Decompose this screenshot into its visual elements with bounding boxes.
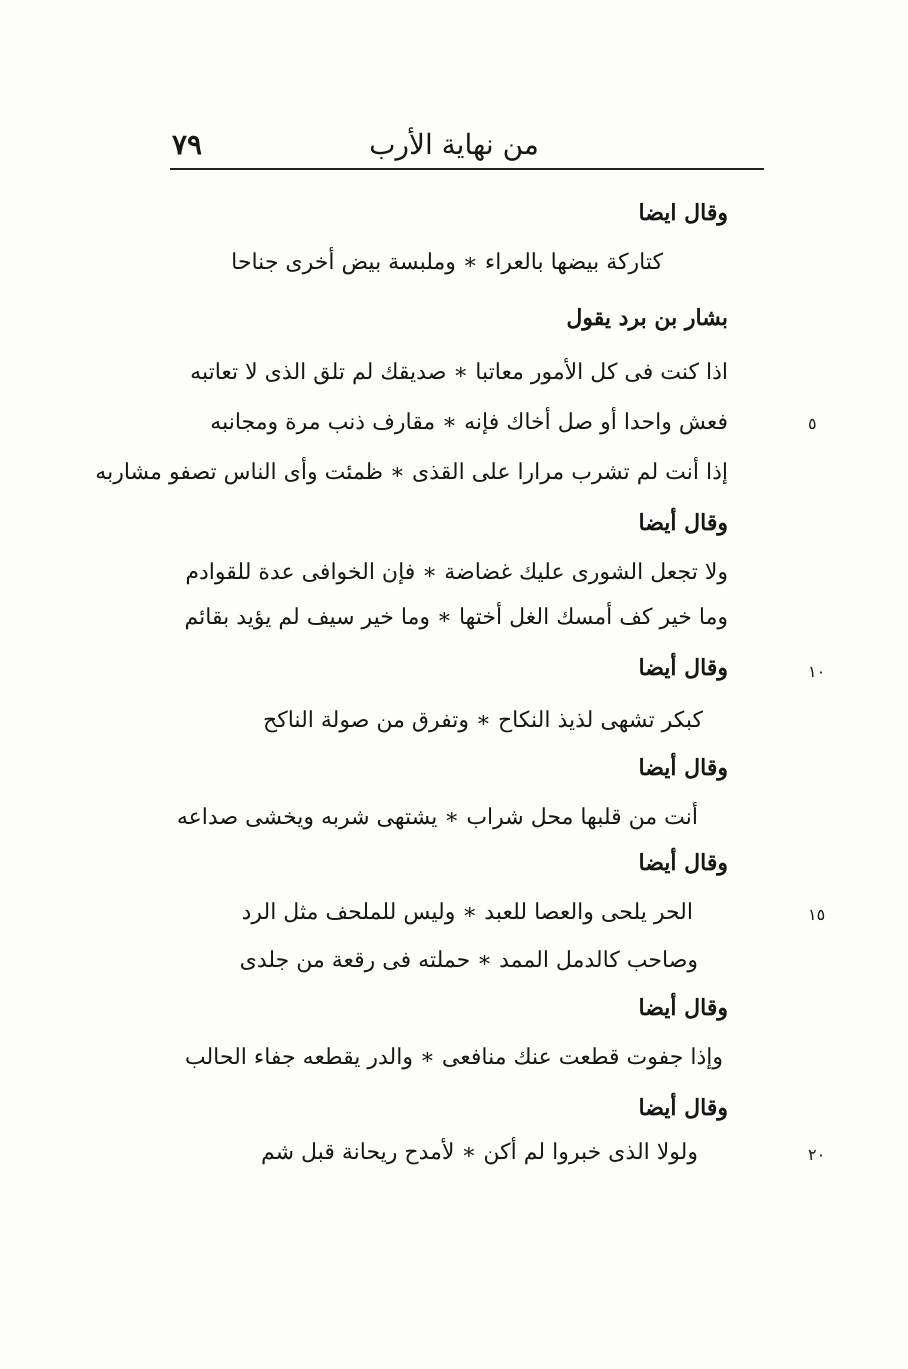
section-heading: وقال أيضا: [638, 995, 728, 1021]
line-number: ٥: [808, 414, 817, 433]
verse-line: اذا كنت فى كل الأمور معاتبا ∗ صديقك لم تلق الذى لا تعاتبه: [190, 360, 728, 385]
section-heading: وقال أيضا: [638, 850, 728, 876]
verse-line: إذا أنت لم تشرب مرارا على القذى ∗ ظمئت وأى الناس تصفو مشاربه: [95, 460, 728, 485]
line-number: ١٠: [808, 662, 826, 681]
verse-line: ولا تجعل الشورى عليك غضاضة ∗ فإن الخوافى عدة للقوادم: [185, 560, 728, 585]
running-title: من نهاية الأرب: [369, 128, 539, 161]
section-heading: وقال أيضا: [638, 755, 728, 781]
verse-line: وما خير كف أمسك الغل أختها ∗ وما خير سيف لم يؤيد بقائم: [184, 605, 728, 630]
page-number: ٧٩: [172, 128, 203, 161]
section-heading: وقال أيضا: [638, 510, 728, 536]
section-heading: بشار بن برد يقول: [566, 305, 728, 331]
verse-line: أنت من قلبها محل شراب ∗ يشتهى شربه ويخشى صداعه: [176, 805, 698, 830]
verse-line: فعش واحدا أو صل أخاك فإنه ∗ مقارف ذنب مرة ومجانبه: [210, 410, 728, 435]
verse-line: كبكر تشهى لذيذ النكاح ∗ وتفرق من صولة الناكح: [263, 708, 703, 733]
verse-line: ولولا الذى خبروا لم أكن ∗ لأمدح ريحانة قبل شم: [260, 1140, 698, 1165]
verse-line: كتاركة بيضها بالعراء ∗ وملبسة بيض أخرى جناحا: [231, 250, 663, 275]
verse-line: وصاحب كالدمل الممد ∗ حملته فى رقعة من جلدى: [239, 948, 698, 973]
line-number: ١٥: [808, 905, 826, 924]
section-heading: وقال ايضا: [638, 200, 728, 226]
section-heading: وقال أيضا: [638, 655, 728, 681]
section-heading: وقال أيضا: [638, 1095, 728, 1121]
header-rule: [170, 168, 764, 170]
line-number: ٢٠: [808, 1145, 826, 1164]
verse-line: الحر يلحى والعصا للعبد ∗ وليس للملحف مثل الرد: [241, 900, 693, 925]
verse-line: وإذا جفوت قطعت عنك منافعى ∗ والدر يقطعه جفاء الحالب: [184, 1045, 723, 1070]
